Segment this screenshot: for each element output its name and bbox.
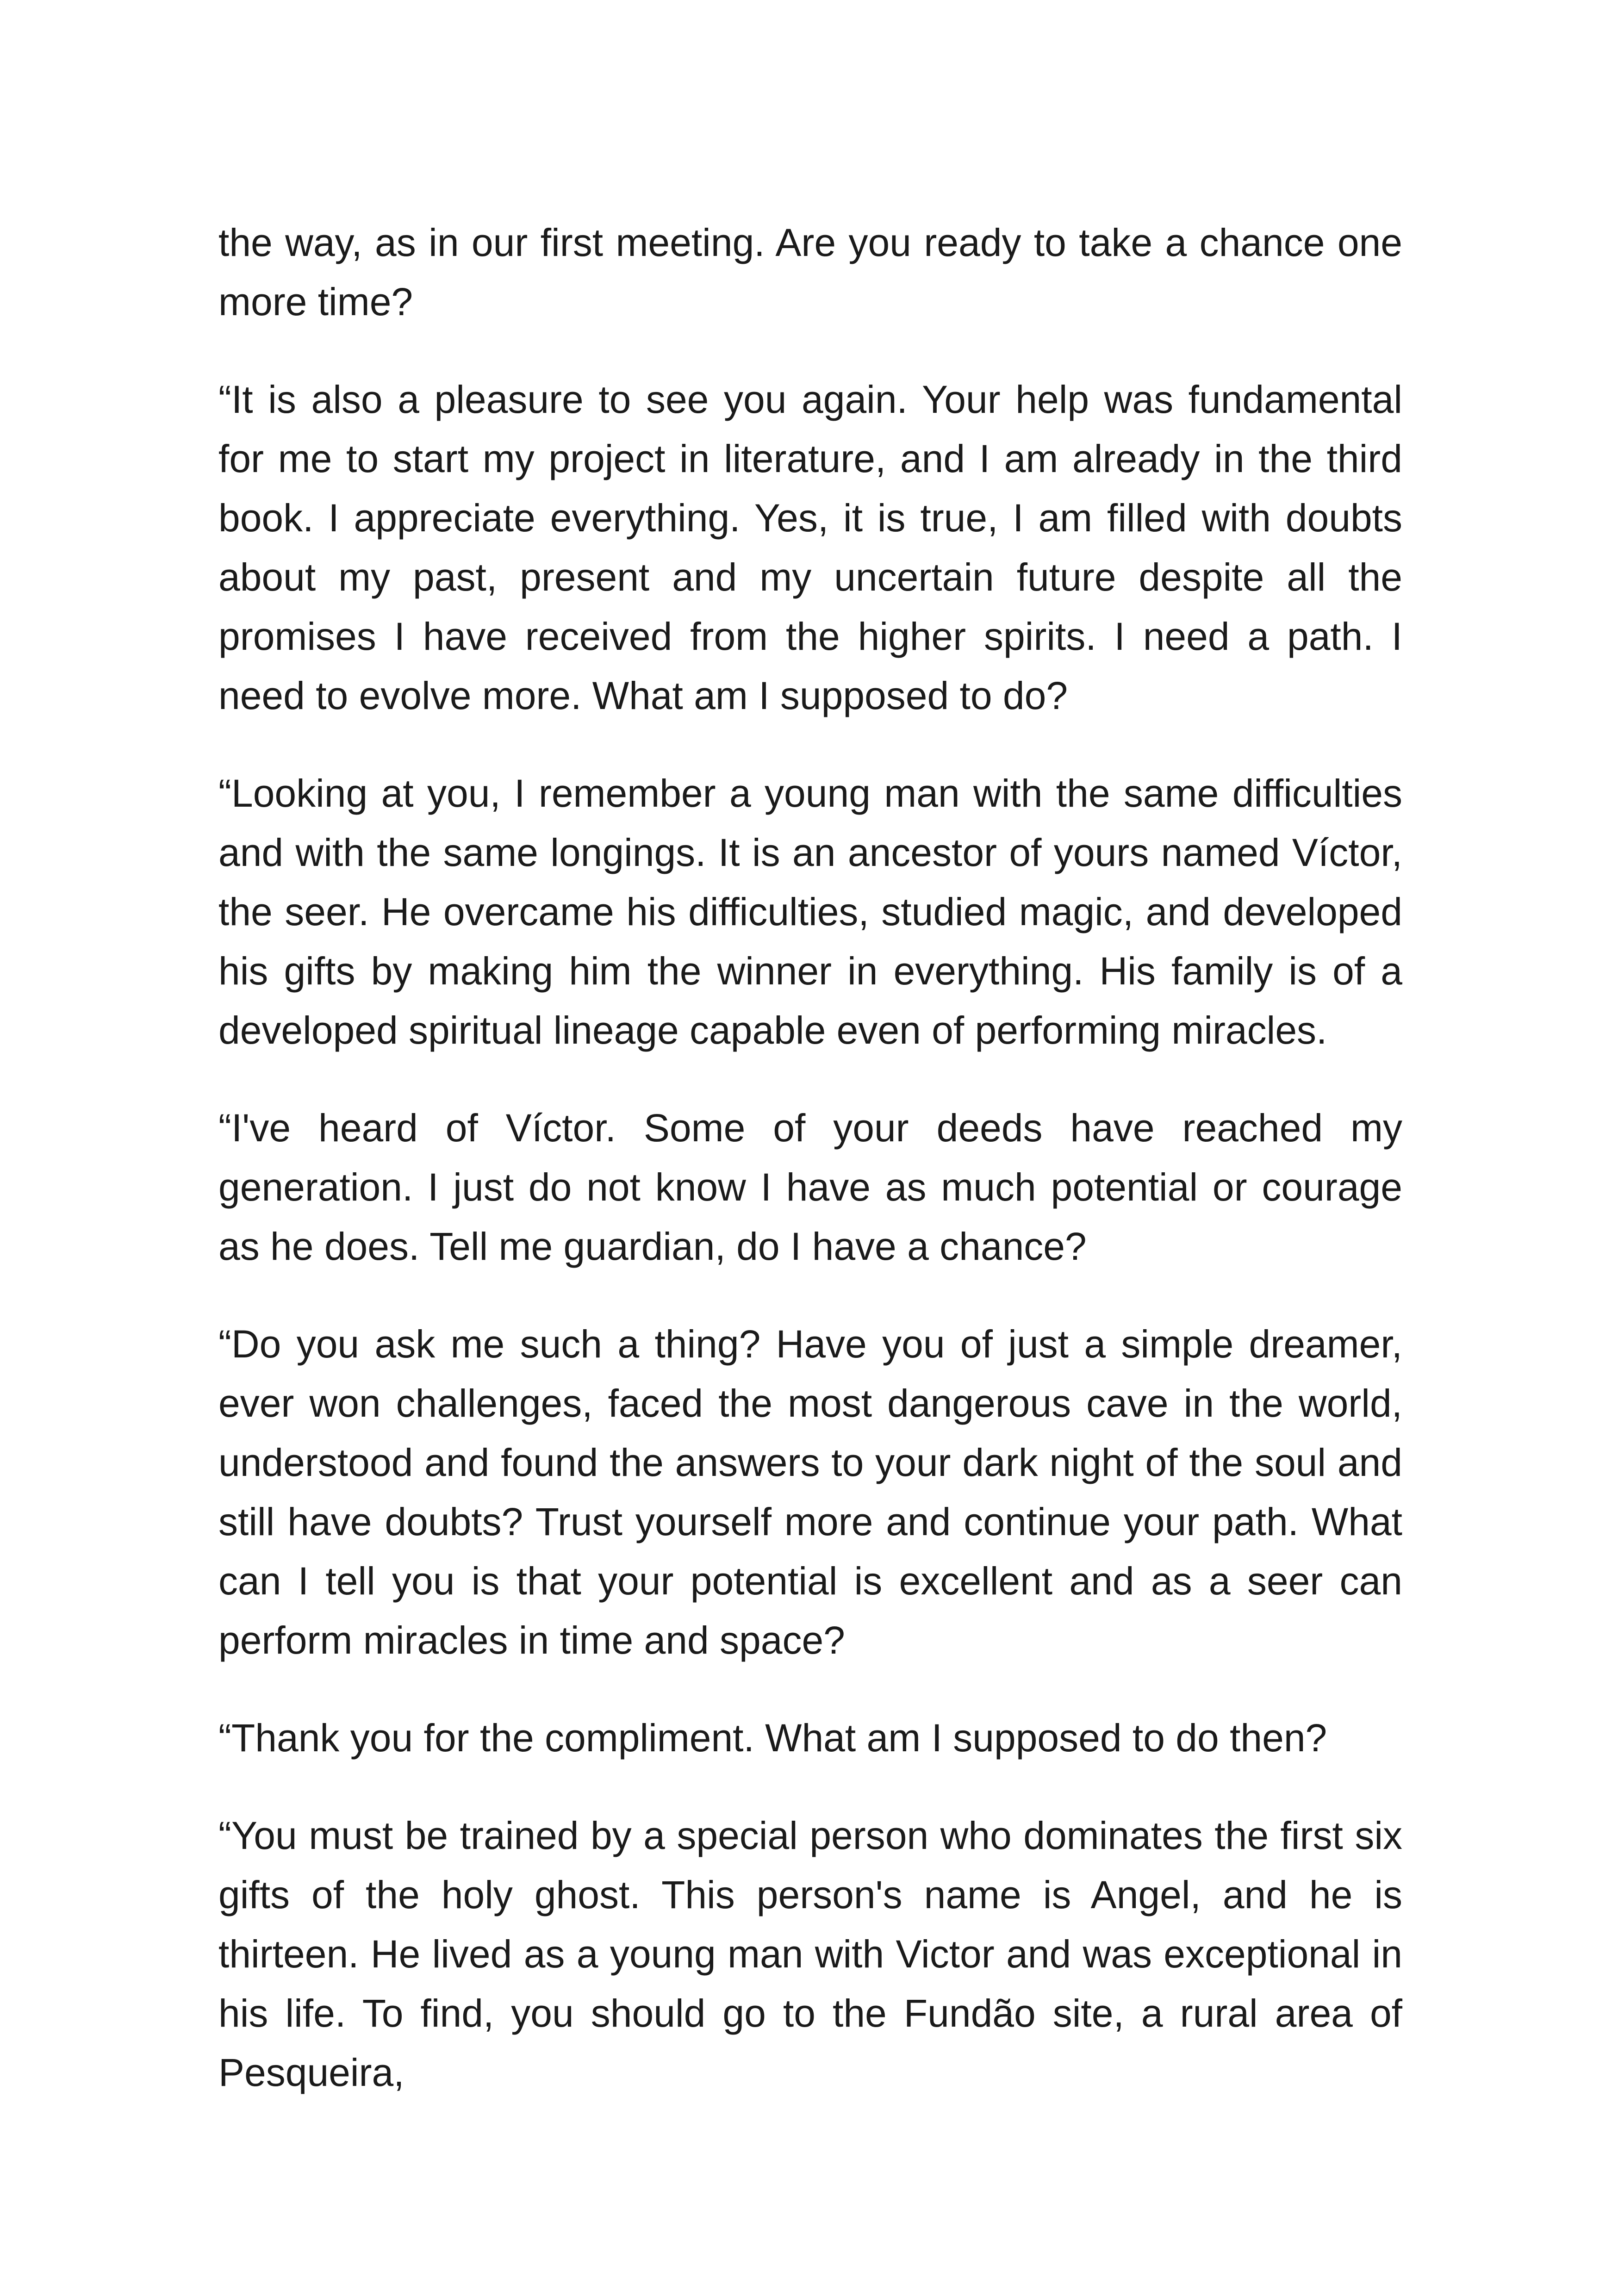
body-text xyxy=(218,213,1402,2102)
paragraph: “Do you ask me such a thing? Have you of just a simple dreamer, ever won challenges, faced the most dangerous cave in the world, understood and found the answers to your dark night of the soul and still have doubts? Trust yourself more and continue your path. What can I tell you is that your potential is excellent and as a seer can perform miracles in time and space? xyxy=(218,1322,1402,1662)
paragraph: “Thank you for the compliment. What am I supposed to do then? xyxy=(218,1716,1327,1760)
paragraph: “You must be trained by a special person who dominates the first six gifts of the holy ghost. This person's name is Angel, and he is thirteen. He lived as a young man with Victor and was exceptional in his life. To find, you should go to the Fundão site, a rural area of Pesqueira, xyxy=(218,1814,1402,2094)
paragraph: the way, as in our first meeting. Are you ready to take a chance one more time? xyxy=(218,221,1402,324)
paragraph: “I've heard of Víctor. Some of your deeds have reached my generation. I just do not know I have as much potential or courage as he does. Tell me guardian, do I have a chance? xyxy=(218,1106,1402,1268)
paragraph: “Looking at you, I remember a young man with the same difficulties and with the same longings. It is an ancestor of yours named Víctor, the seer. He overcame his difficulties, studied magic, and developed his gifts by making him the winner in everything. His family is of a developed spiritual lineage capable even of performing miracles. xyxy=(218,772,1402,1052)
paragraph: “It is also a pleasure to see you again. Your help was fundamental for me to start my project in literature, and I am already in the third book. I appreciate everything. Yes, it is true, I am filled with doubts about my past, present and my uncertain future despite all the promises I have received from the higher spirits. I need a path. I need to evolve more. What am I supposed to do? xyxy=(218,378,1402,717)
